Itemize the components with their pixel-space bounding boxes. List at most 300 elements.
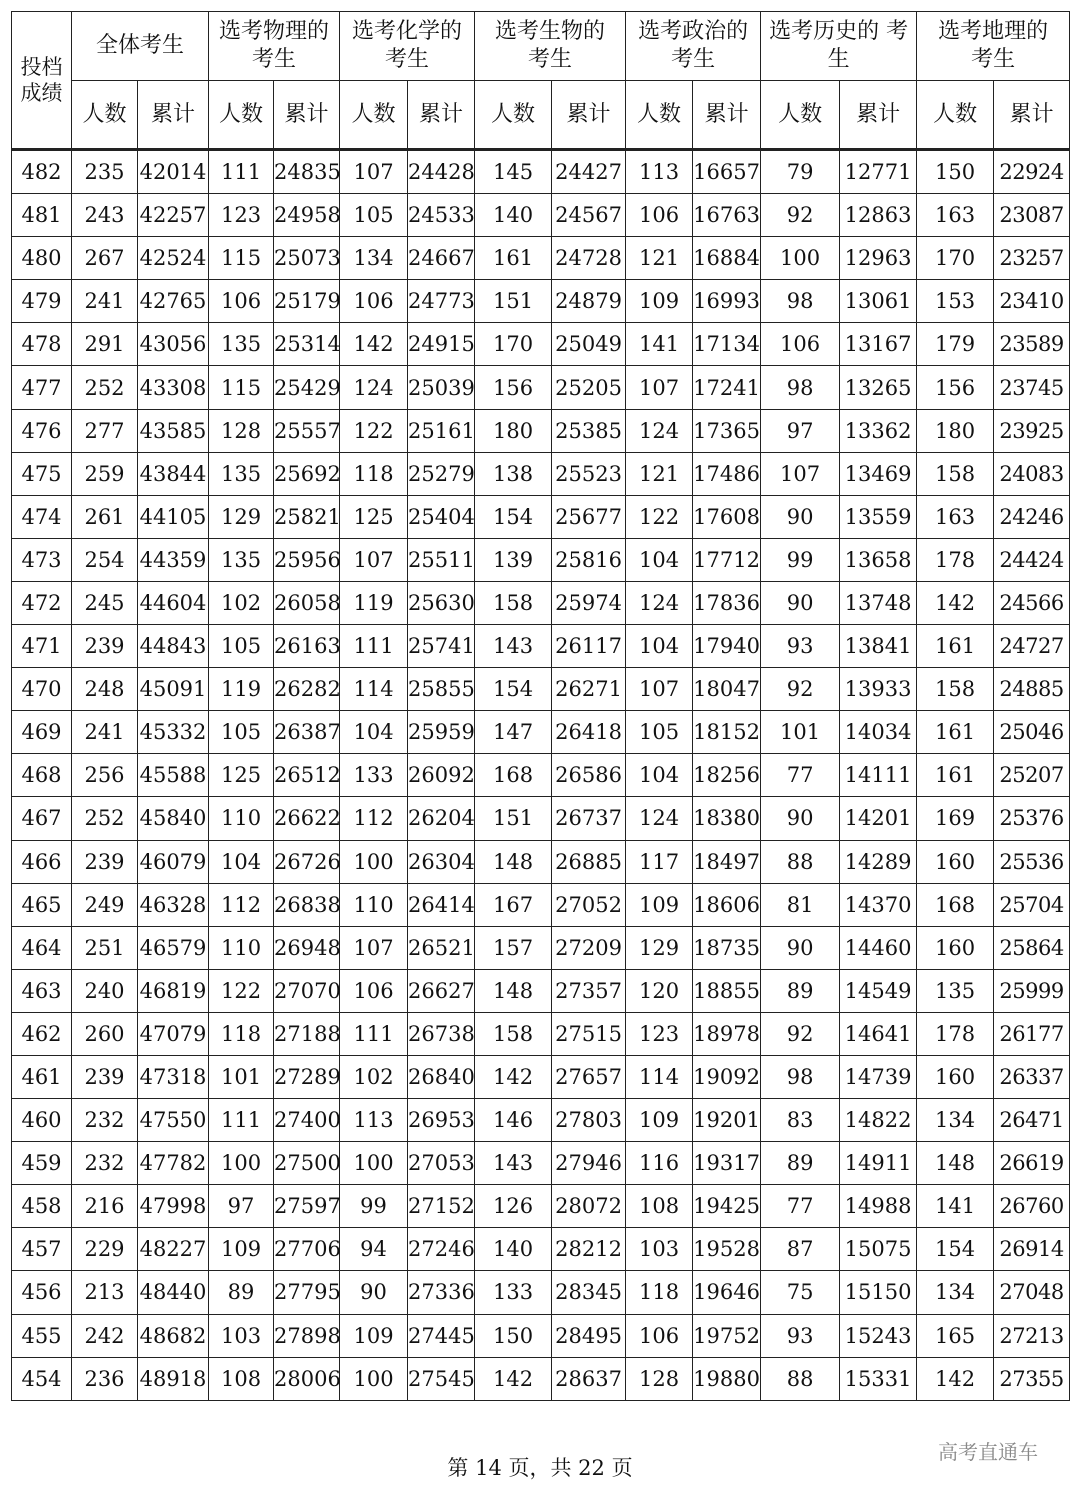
cumulative-cell: 25974: [552, 581, 626, 624]
count-cell: 115: [209, 237, 274, 280]
count-cell: 125: [340, 495, 408, 538]
count-cell: 239: [72, 840, 138, 883]
cumulative-cell: 16657: [693, 150, 761, 194]
cumulative-cell: 25959: [408, 711, 475, 754]
count-cell: 90: [761, 797, 840, 840]
cumulative-cell: 24533: [408, 194, 475, 237]
cumulative-cell: 27052: [552, 883, 626, 926]
count-cell: 100: [209, 1142, 274, 1185]
count-cell: 167: [475, 883, 552, 926]
count-cell: 118: [209, 1012, 274, 1055]
count-cell: 254: [72, 538, 138, 581]
count-cell: 161: [917, 625, 994, 668]
cumulative-cell: 27445: [408, 1314, 475, 1357]
count-cell: 158: [917, 452, 994, 495]
score-cell: 478: [12, 323, 72, 366]
cumulative-cell: 19880: [693, 1357, 761, 1400]
cumulative-cell: 25816: [552, 538, 626, 581]
score-header-label: 投档 成绩: [20, 55, 63, 105]
count-cell: 90: [340, 1271, 408, 1314]
cumulative-cell: 25046: [994, 711, 1070, 754]
cumulative-cell: 13658: [840, 538, 917, 581]
cumulative-cell: 48227: [138, 1228, 209, 1271]
count-cell: 140: [475, 1228, 552, 1271]
cumulative-cell: 27289: [274, 1055, 340, 1098]
table-row: [12, 926, 1070, 969]
count-cell: 88: [761, 1357, 840, 1400]
table-row: [12, 452, 1070, 495]
count-cell: 125: [209, 754, 274, 797]
cumulative-cell: 47318: [138, 1055, 209, 1098]
cumulative-cell: 47782: [138, 1142, 209, 1185]
count-cell: 245: [72, 581, 138, 624]
count-cell: 180: [917, 409, 994, 452]
cumulative-cell: 18978: [693, 1012, 761, 1055]
cumulative-cell: 27946: [552, 1142, 626, 1185]
table-row: [12, 237, 1070, 280]
count-cell: 158: [475, 1012, 552, 1055]
cumulative-cell: 14289: [840, 840, 917, 883]
cumulative-cell: 17608: [693, 495, 761, 538]
cumulative-cell: 14988: [840, 1185, 917, 1228]
count-cell: 145: [475, 150, 552, 194]
count-cell: 111: [209, 1099, 274, 1142]
cumulative-cell: 26337: [994, 1055, 1070, 1098]
cumulative-cell: 25741: [408, 625, 475, 668]
count-cell: 107: [626, 668, 693, 711]
cumulative-cell: 17712: [693, 538, 761, 581]
score-cell: 460: [12, 1099, 72, 1142]
score-cell: 481: [12, 194, 72, 237]
cumulative-cell: 22924: [994, 150, 1070, 194]
score-cell: 466: [12, 840, 72, 883]
score-cell: 461: [12, 1055, 72, 1098]
count-cell: 88: [761, 840, 840, 883]
table-row: [12, 797, 1070, 840]
cumulative-cell: 28637: [552, 1357, 626, 1400]
cumulative-cell: 26414: [408, 883, 475, 926]
count-cell: 119: [340, 581, 408, 624]
count-cell: 154: [917, 1228, 994, 1271]
cumulative-cell: 18152: [693, 711, 761, 754]
cumulative-cell: 47550: [138, 1099, 209, 1142]
cumulative-cell: 44359: [138, 538, 209, 581]
count-cell: 114: [626, 1055, 693, 1098]
cumulative-cell: 18047: [693, 668, 761, 711]
cumulative-cell: 26953: [408, 1099, 475, 1142]
cumulative-cell: 25956: [274, 538, 340, 581]
cumulative-cell: 27597: [274, 1185, 340, 1228]
count-cell: 92: [761, 1012, 840, 1055]
cumulative-cell: 28345: [552, 1271, 626, 1314]
cumulative-column-header: 累计: [408, 81, 475, 150]
group-header-label: 选考化学的 考生: [352, 19, 463, 72]
table-row: [12, 883, 1070, 926]
cumulative-cell: 14641: [840, 1012, 917, 1055]
table-row: [12, 754, 1070, 797]
cumulative-cell: 19092: [693, 1055, 761, 1098]
count-cell: 107: [761, 452, 840, 495]
count-cell: 106: [209, 280, 274, 323]
count-cell: 98: [761, 366, 840, 409]
cumulative-cell: 24428: [408, 150, 475, 194]
cumulative-cell: 26914: [994, 1228, 1070, 1271]
count-cell: 158: [475, 581, 552, 624]
count-cell: 101: [761, 711, 840, 754]
cumulative-cell: 25039: [408, 366, 475, 409]
cumulative-cell: 13933: [840, 668, 917, 711]
count-cell: 134: [917, 1271, 994, 1314]
count-cell: 151: [475, 797, 552, 840]
count-cell: 106: [626, 1314, 693, 1357]
group-header: [761, 12, 917, 81]
count-cell: 123: [626, 1012, 693, 1055]
cumulative-cell: 14822: [840, 1099, 917, 1142]
cumulative-cell: 16884: [693, 237, 761, 280]
count-cell: 139: [475, 538, 552, 581]
table-row: [12, 625, 1070, 668]
count-cell: 116: [626, 1142, 693, 1185]
cumulative-cell: 24773: [408, 280, 475, 323]
cumulative-cell: 13559: [840, 495, 917, 538]
count-cell: 124: [626, 797, 693, 840]
count-cell: 252: [72, 797, 138, 840]
count-cell: 92: [761, 668, 840, 711]
count-cell: 112: [340, 797, 408, 840]
cumulative-cell: 15150: [840, 1271, 917, 1314]
count-cell: 142: [340, 323, 408, 366]
cumulative-cell: 27795: [274, 1271, 340, 1314]
cumulative-cell: 25630: [408, 581, 475, 624]
table-row: [12, 1012, 1070, 1055]
count-cell: 104: [340, 711, 408, 754]
count-cell: 93: [761, 1314, 840, 1357]
count-cell: 291: [72, 323, 138, 366]
count-cell: 106: [340, 280, 408, 323]
cumulative-cell: 26738: [408, 1012, 475, 1055]
cumulative-cell: 27400: [274, 1099, 340, 1142]
count-cell: 128: [209, 409, 274, 452]
cumulative-cell: 25279: [408, 452, 475, 495]
cumulative-cell: 25511: [408, 538, 475, 581]
cumulative-cell: 14201: [840, 797, 917, 840]
count-cell: 87: [761, 1228, 840, 1271]
cumulative-cell: 26726: [274, 840, 340, 883]
count-cell: 134: [340, 237, 408, 280]
cumulative-cell: 25999: [994, 969, 1070, 1012]
cumulative-cell: 24879: [552, 280, 626, 323]
cumulative-cell: 26838: [274, 883, 340, 926]
count-cell: 178: [917, 538, 994, 581]
cumulative-cell: 17486: [693, 452, 761, 495]
cumulative-cell: 28495: [552, 1314, 626, 1357]
cumulative-cell: 16763: [693, 194, 761, 237]
cumulative-cell: 27209: [552, 926, 626, 969]
cumulative-cell: 19317: [693, 1142, 761, 1185]
cumulative-cell: 26304: [408, 840, 475, 883]
cumulative-cell: 25536: [994, 840, 1070, 883]
cumulative-cell: 26163: [274, 625, 340, 668]
table-row: [12, 711, 1070, 754]
count-cell: 142: [917, 581, 994, 624]
cumulative-cell: 24424: [994, 538, 1070, 581]
count-cell: 251: [72, 926, 138, 969]
count-cell: 138: [475, 452, 552, 495]
count-cell: 119: [209, 668, 274, 711]
count-cell: 124: [626, 409, 693, 452]
table-row: [12, 409, 1070, 452]
cumulative-cell: 26760: [994, 1185, 1070, 1228]
count-cell: 256: [72, 754, 138, 797]
table-body: [12, 150, 1070, 1401]
cumulative-cell: 25385: [552, 409, 626, 452]
count-cell: 109: [340, 1314, 408, 1357]
count-cell: 157: [475, 926, 552, 969]
count-cell: 122: [340, 409, 408, 452]
count-cell: 107: [340, 150, 408, 194]
count-cell: 105: [626, 711, 693, 754]
cumulative-cell: 25692: [274, 452, 340, 495]
score-cell: 470: [12, 668, 72, 711]
cumulative-cell: 47079: [138, 1012, 209, 1055]
count-cell: 102: [209, 581, 274, 624]
cumulative-cell: 18497: [693, 840, 761, 883]
cumulative-cell: 25864: [994, 926, 1070, 969]
cumulative-cell: 25073: [274, 237, 340, 280]
count-cell: 161: [917, 711, 994, 754]
cumulative-cell: 28072: [552, 1185, 626, 1228]
group-header-label: 选考生物的 考生: [495, 19, 606, 72]
cumulative-cell: 45332: [138, 711, 209, 754]
count-cell: 148: [475, 969, 552, 1012]
cumulative-cell: 46079: [138, 840, 209, 883]
group-header: [209, 12, 340, 81]
cumulative-cell: 42014: [138, 150, 209, 194]
count-cell: 150: [475, 1314, 552, 1357]
count-cell: 148: [917, 1142, 994, 1185]
count-cell: 129: [626, 926, 693, 969]
score-cell: 463: [12, 969, 72, 1012]
score-cell: 462: [12, 1012, 72, 1055]
cumulative-cell: 26177: [994, 1012, 1070, 1055]
table-row: [12, 1314, 1070, 1357]
count-cell: 124: [340, 366, 408, 409]
count-cell: 90: [761, 926, 840, 969]
score-cell: 475: [12, 452, 72, 495]
count-cell: 141: [626, 323, 693, 366]
score-cell: 473: [12, 538, 72, 581]
count-cell: 101: [209, 1055, 274, 1098]
cumulative-cell: 24727: [994, 625, 1070, 668]
cumulative-cell: 26512: [274, 754, 340, 797]
cumulative-cell: 17241: [693, 366, 761, 409]
score-distribution-table: [11, 11, 1070, 1401]
cumulative-cell: 28006: [274, 1357, 340, 1400]
count-cell: 120: [626, 969, 693, 1012]
cumulative-cell: 25821: [274, 495, 340, 538]
count-cell: 92: [761, 194, 840, 237]
count-cell: 110: [340, 883, 408, 926]
count-cell: 154: [475, 495, 552, 538]
count-cell: 252: [72, 366, 138, 409]
score-cell: 482: [12, 150, 72, 194]
count-column-header: 人数: [475, 81, 552, 150]
count-cell: 133: [340, 754, 408, 797]
table-row: [12, 150, 1070, 194]
cumulative-cell: 44843: [138, 625, 209, 668]
cumulative-cell: 25376: [994, 797, 1070, 840]
cumulative-cell: 25704: [994, 883, 1070, 926]
count-cell: 89: [209, 1271, 274, 1314]
cumulative-cell: 26622: [274, 797, 340, 840]
cumulative-cell: 45091: [138, 668, 209, 711]
table-row: [12, 495, 1070, 538]
cumulative-cell: 27545: [408, 1357, 475, 1400]
count-cell: 103: [209, 1314, 274, 1357]
score-cell: 457: [12, 1228, 72, 1271]
count-cell: 236: [72, 1357, 138, 1400]
count-cell: 100: [340, 840, 408, 883]
cumulative-cell: 27053: [408, 1142, 475, 1185]
group-header-label: 选考地理的 考生: [938, 19, 1049, 72]
count-cell: 111: [209, 150, 274, 194]
cumulative-cell: 43844: [138, 452, 209, 495]
cumulative-cell: 18256: [693, 754, 761, 797]
count-cell: 143: [475, 1142, 552, 1185]
score-cell: 471: [12, 625, 72, 668]
count-cell: 121: [626, 452, 693, 495]
cumulative-cell: 13265: [840, 366, 917, 409]
cumulative-cell: 26521: [408, 926, 475, 969]
count-cell: 259: [72, 452, 138, 495]
score-column-header: [12, 12, 72, 150]
cumulative-cell: 26387: [274, 711, 340, 754]
cumulative-cell: 26271: [552, 668, 626, 711]
cumulative-cell: 23925: [994, 409, 1070, 452]
cumulative-cell: 24667: [408, 237, 475, 280]
count-cell: 89: [761, 1142, 840, 1185]
count-cell: 94: [340, 1228, 408, 1271]
cumulative-cell: 14034: [840, 711, 917, 754]
count-cell: 107: [340, 926, 408, 969]
score-cell: 477: [12, 366, 72, 409]
count-cell: 99: [340, 1185, 408, 1228]
count-cell: 100: [340, 1357, 408, 1400]
cumulative-cell: 18380: [693, 797, 761, 840]
table-row: [12, 366, 1070, 409]
cumulative-cell: 47998: [138, 1185, 209, 1228]
count-cell: 123: [209, 194, 274, 237]
count-cell: 161: [475, 237, 552, 280]
count-cell: 168: [917, 883, 994, 926]
cumulative-cell: 13167: [840, 323, 917, 366]
cumulative-cell: 27500: [274, 1142, 340, 1185]
cumulative-cell: 48440: [138, 1271, 209, 1314]
score-cell: 468: [12, 754, 72, 797]
count-cell: 100: [340, 1142, 408, 1185]
cumulative-cell: 25557: [274, 409, 340, 452]
count-cell: 260: [72, 1012, 138, 1055]
cumulative-cell: 12771: [840, 150, 917, 194]
count-cell: 111: [340, 1012, 408, 1055]
count-cell: 243: [72, 194, 138, 237]
table-row: [12, 194, 1070, 237]
cumulative-cell: 17836: [693, 581, 761, 624]
cumulative-cell: 25207: [994, 754, 1070, 797]
cumulative-cell: 24958: [274, 194, 340, 237]
count-cell: 90: [761, 581, 840, 624]
table-row: [12, 969, 1070, 1012]
count-cell: 170: [917, 237, 994, 280]
cumulative-cell: 24566: [994, 581, 1070, 624]
cumulative-cell: 25049: [552, 323, 626, 366]
cumulative-cell: 42257: [138, 194, 209, 237]
count-cell: 151: [475, 280, 552, 323]
cumulative-cell: 24246: [994, 495, 1070, 538]
count-cell: 156: [917, 366, 994, 409]
cumulative-cell: 26471: [994, 1099, 1070, 1142]
page-footer: 第 14 页，共 22 页: [447, 1456, 633, 1480]
cumulative-cell: 24083: [994, 452, 1070, 495]
cumulative-cell: 27657: [552, 1055, 626, 1098]
group-header-label: 选考物理的 考生: [219, 19, 330, 72]
count-cell: 105: [340, 194, 408, 237]
count-cell: 261: [72, 495, 138, 538]
count-cell: 169: [917, 797, 994, 840]
header-row-groups: [12, 12, 1070, 81]
count-cell: 239: [72, 625, 138, 668]
table-row: [12, 840, 1070, 883]
count-cell: 249: [72, 883, 138, 926]
score-cell: 464: [12, 926, 72, 969]
cumulative-cell: 25314: [274, 323, 340, 366]
count-cell: 147: [475, 711, 552, 754]
cumulative-column-header: 累计: [138, 81, 209, 150]
count-cell: 229: [72, 1228, 138, 1271]
group-header-label: 选考历史的 考 生: [769, 19, 909, 72]
count-cell: 108: [626, 1185, 693, 1228]
count-cell: 121: [626, 237, 693, 280]
cumulative-cell: 16993: [693, 280, 761, 323]
count-cell: 143: [475, 625, 552, 668]
cumulative-cell: 26418: [552, 711, 626, 754]
cumulative-cell: 13061: [840, 280, 917, 323]
table-row: [12, 323, 1070, 366]
cumulative-cell: 18735: [693, 926, 761, 969]
cumulative-cell: 25179: [274, 280, 340, 323]
count-cell: 115: [209, 366, 274, 409]
count-cell: 81: [761, 883, 840, 926]
score-cell: 456: [12, 1271, 72, 1314]
count-cell: 98: [761, 280, 840, 323]
cumulative-cell: 43585: [138, 409, 209, 452]
cumulative-cell: 15243: [840, 1314, 917, 1357]
count-column-header: 人数: [761, 81, 840, 150]
count-cell: 135: [209, 538, 274, 581]
cumulative-cell: 14370: [840, 883, 917, 926]
cumulative-cell: 44105: [138, 495, 209, 538]
cumulative-cell: 23745: [994, 366, 1070, 409]
cumulative-cell: 24915: [408, 323, 475, 366]
count-cell: 109: [626, 1099, 693, 1142]
cumulative-cell: 25523: [552, 452, 626, 495]
cumulative-cell: 25205: [552, 366, 626, 409]
cumulative-cell: 14739: [840, 1055, 917, 1098]
count-cell: 160: [917, 840, 994, 883]
cumulative-cell: 18606: [693, 883, 761, 926]
count-cell: 241: [72, 280, 138, 323]
count-cell: 108: [209, 1357, 274, 1400]
